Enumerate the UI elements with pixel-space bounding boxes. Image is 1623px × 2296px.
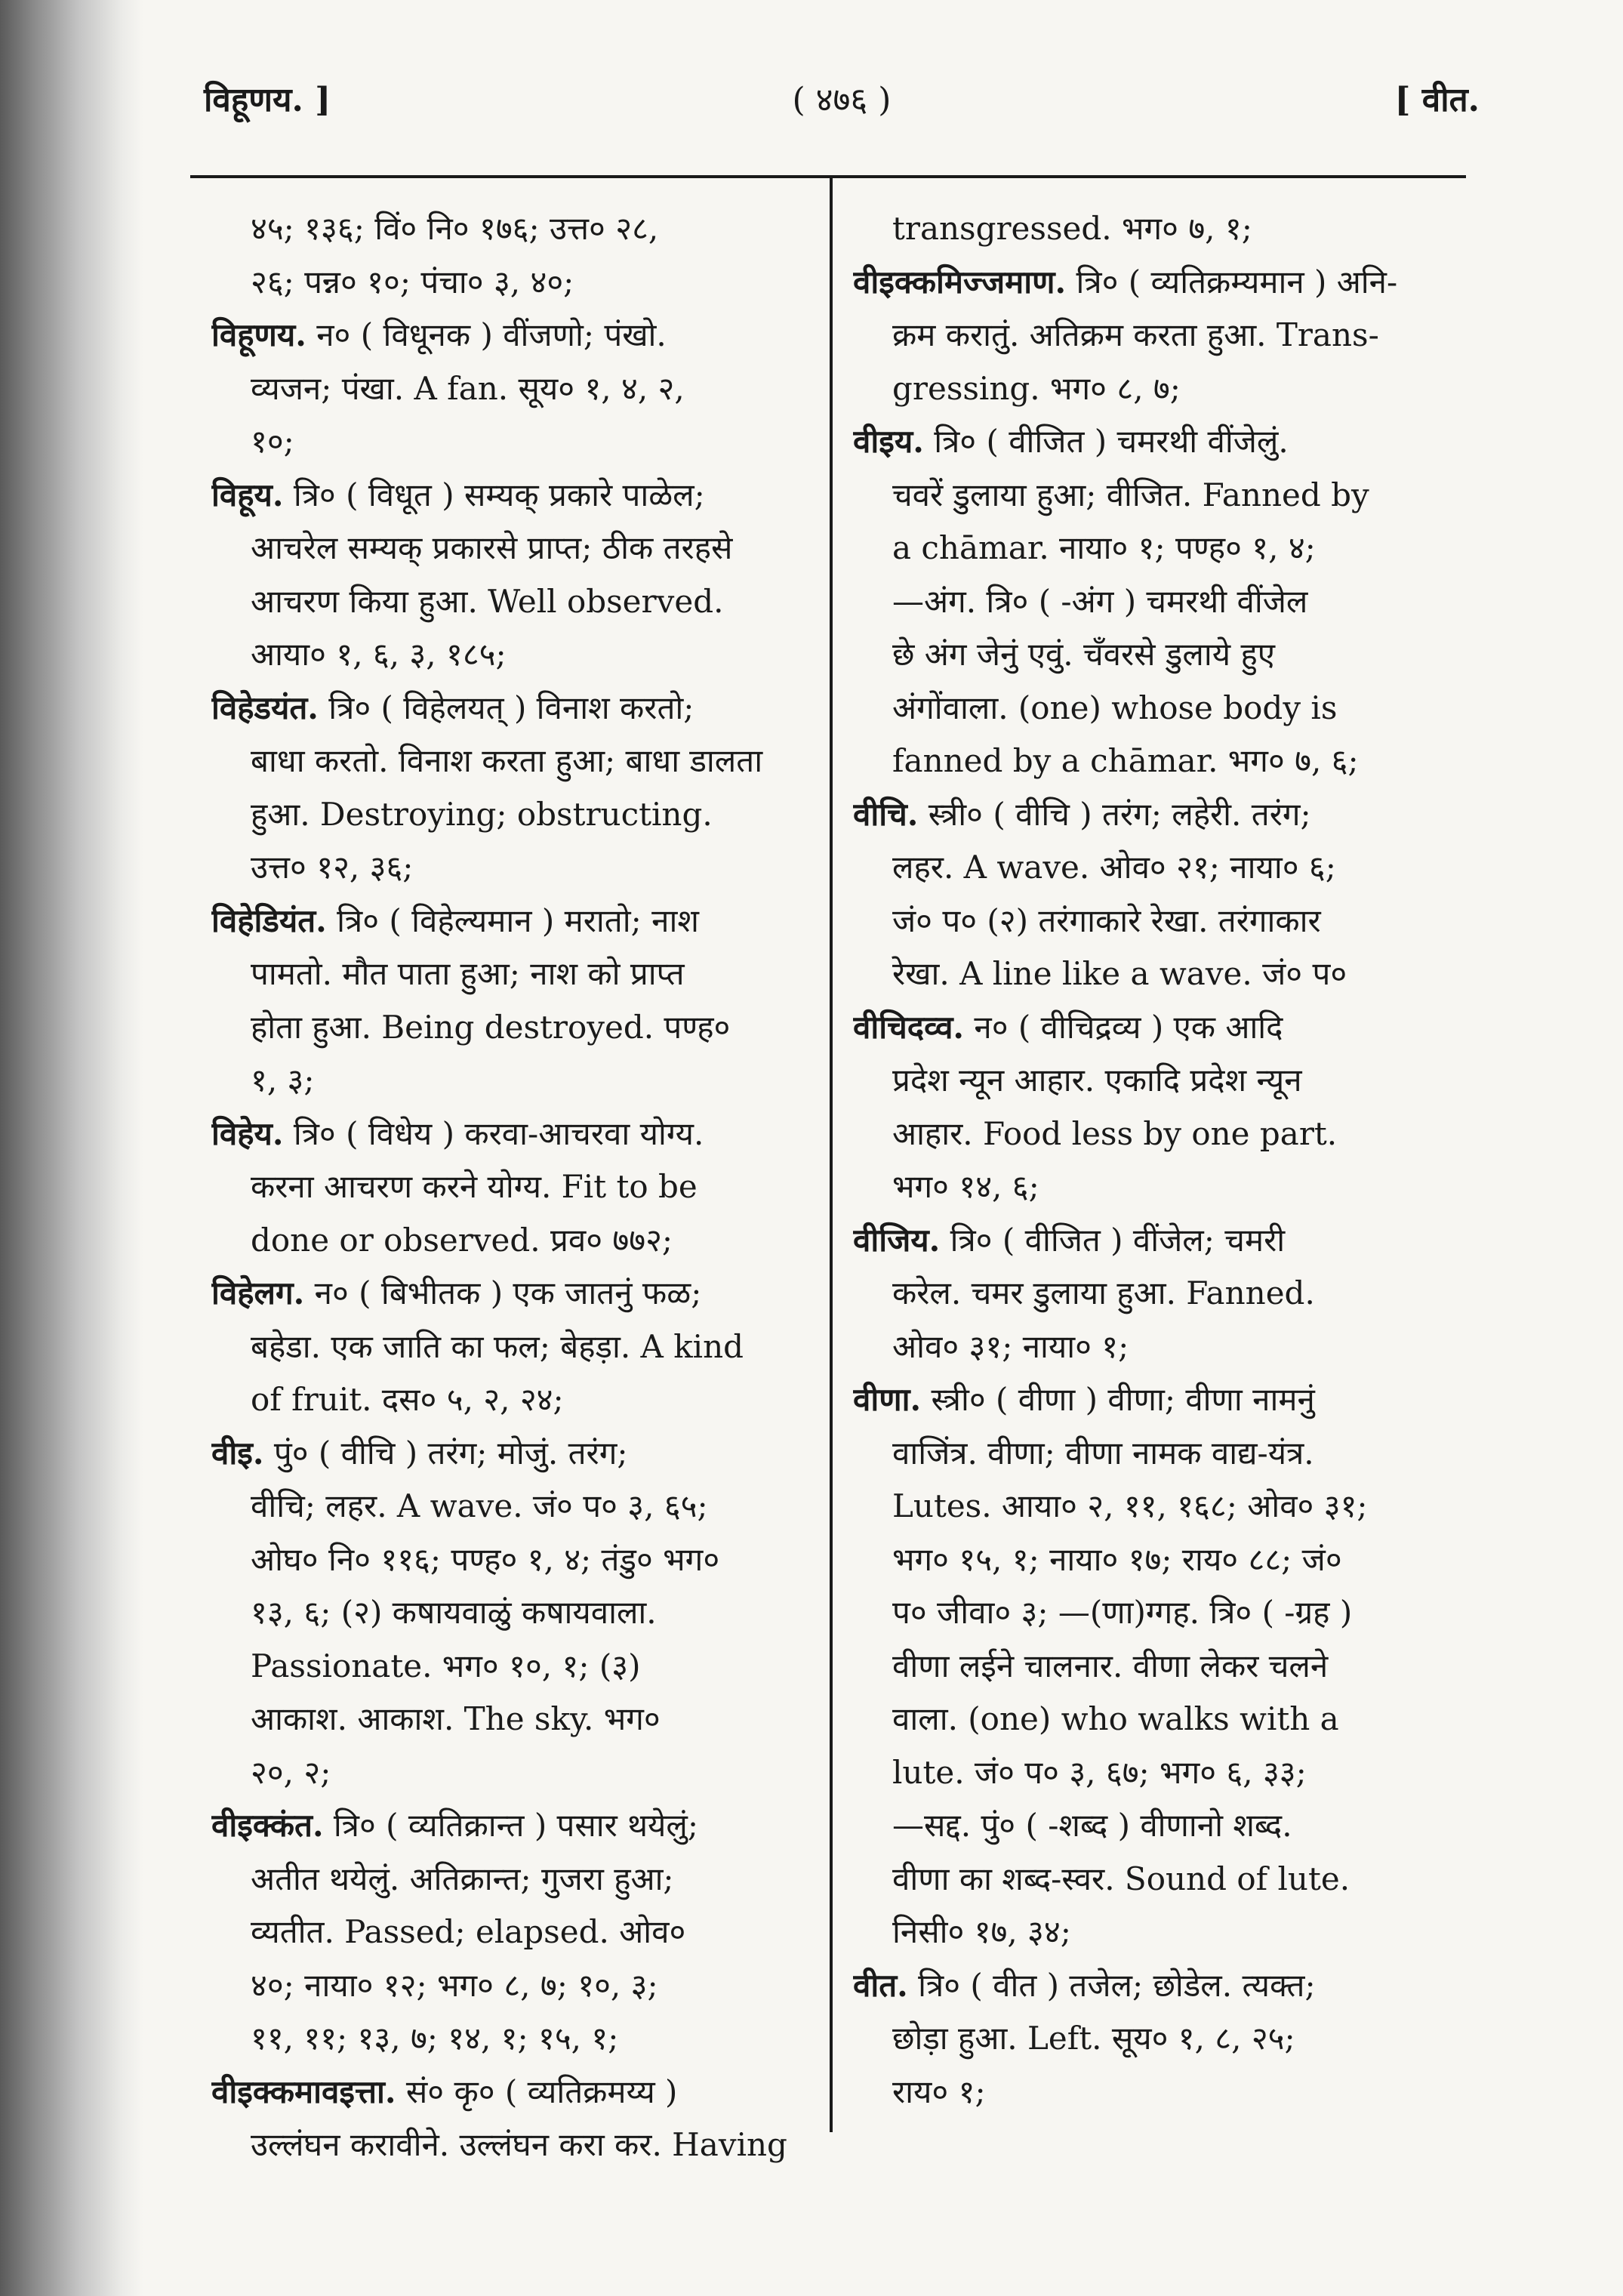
entry-text: उत्त० १२, ३६; <box>251 849 414 886</box>
entry-text: आहार. Food less by one part. <box>892 1114 1338 1152</box>
entry-text: अंगोंवाला. (one) whose body is <box>892 689 1338 726</box>
entry-text: त्रि० ( विहेल्यमान ) मरातो; नाश <box>337 901 699 939</box>
dictionary-entry <box>853 415 1457 788</box>
entry-text: fanned by a chāmar. भग० ७, ६; <box>892 742 1359 779</box>
entry-line <box>853 948 1457 1001</box>
entry-line <box>211 948 815 1001</box>
entry-line <box>853 735 1457 788</box>
entry-text: वीचि; लहर. A wave. जं० प० ३, ६५; <box>251 1487 708 1524</box>
dictionary-entry <box>211 202 815 309</box>
entry-headword: वीचिदव्व. <box>853 1008 965 1046</box>
entry-line <box>853 202 1457 256</box>
entry-line <box>853 1693 1457 1746</box>
entry-text: पामतो. मौत पाता हुआ; नाश को प्राप्त <box>251 955 685 992</box>
entry-text: राय० १; <box>892 2073 986 2110</box>
entry-line <box>211 1267 815 1321</box>
entry-line <box>853 415 1457 469</box>
entry-text: वाजिंत्र. वीणा; वीणा नामक वाद्य-यंत्र. <box>892 1434 1314 1472</box>
entry-line <box>853 682 1457 735</box>
entry-line <box>211 628 815 682</box>
entry-line <box>211 256 815 310</box>
entry-line <box>853 309 1457 362</box>
dictionary-entry <box>211 2066 815 2172</box>
entry-headword: विहूय. <box>211 476 284 513</box>
dictionary-entry <box>211 469 815 682</box>
entry-headword: वीइक्कंत. <box>211 1807 324 1844</box>
entry-line <box>853 1533 1457 1587</box>
entry-text: रेखा. A line like a wave. जं० प० <box>892 955 1347 992</box>
entry-line <box>853 1001 1457 1055</box>
dictionary-entry <box>853 202 1457 256</box>
entry-line <box>853 1054 1457 1108</box>
entry-line <box>211 1693 815 1746</box>
entry-text: व्यजन; पंखा. A fan. सूय० १, ४, २, <box>251 369 685 407</box>
entry-line <box>211 788 815 842</box>
entry-line <box>211 1533 815 1587</box>
entry-text: पुं० ( वीचि ) तरंग; मोजुं. तरंग; <box>273 1434 628 1472</box>
entry-text: छे अंग जेनुं एवुं. चँवरसे डुलाये हुए <box>892 636 1275 673</box>
entry-line <box>211 2012 815 2066</box>
dictionary-entry <box>853 1001 1457 1214</box>
entry-line <box>853 1799 1457 1853</box>
entry-text: बाधा करतो. विनाश करता हुआ; बाधा डालता <box>251 742 763 779</box>
entry-text: —सद्द. पुं० ( -शब्द ) वीणानो शब्द. <box>892 1807 1292 1844</box>
entry-line <box>853 362 1457 416</box>
entry-line <box>853 1480 1457 1533</box>
entry-text: वीणा लईने चालनार. वीणा लेकर चलने <box>892 1647 1329 1684</box>
entry-text: १३, ६; (२) कषायवाळुं कषायवाला. <box>251 1594 657 1631</box>
entry-text: छोड़ा हुआ. Left. सूय० १, ८, २५; <box>892 2020 1295 2057</box>
entry-line <box>853 1427 1457 1481</box>
entry-line <box>853 1959 1457 2013</box>
entry-text: बहेडा. एक जाति का फल; बेहड़ा. A kind <box>251 1327 744 1365</box>
entry-line <box>853 1373 1457 1427</box>
entry-line <box>211 682 815 735</box>
dictionary-entry <box>211 1427 815 1800</box>
entry-headword: वीणा. <box>853 1381 922 1418</box>
entry-line <box>211 469 815 522</box>
entry-headword: विहेडयंत. <box>211 689 319 726</box>
entry-text: lute. जं० प० ३, ६७; भग० ६, ३३; <box>892 1753 1307 1791</box>
entry-line <box>211 735 815 788</box>
entry-line <box>211 1746 815 1800</box>
entry-line <box>853 522 1457 575</box>
entry-line <box>853 895 1457 948</box>
entry-headword: विहेडियंत. <box>211 901 327 939</box>
entry-line <box>211 1427 815 1481</box>
entry-text: स्त्री० ( वीचि ) तरंग; लहेरी. तरंग; <box>928 795 1311 833</box>
entry-text: त्रि० ( विधूत ) सम्यक् प्रकारे पाळेल; <box>293 476 705 513</box>
column-divider <box>830 177 833 2132</box>
entry-line <box>853 469 1457 522</box>
dictionary-entry <box>211 1108 815 1268</box>
entry-text: सं० कृ० ( व्यतिक्रमय्य ) <box>405 2073 678 2110</box>
entry-line <box>211 1799 815 1853</box>
entry-text: करना आचरण करने योग्य. Fit to be <box>251 1168 698 1205</box>
header-left-guideword: विहूणय. ] <box>204 81 331 119</box>
entry-text: त्रि० ( व्यतिक्रम्यमान ) अनि- <box>1076 263 1398 300</box>
page-number: ( ४७६ ) <box>792 81 892 119</box>
entry-text: त्रि० ( विधेय ) करवा-आचरवा योग्य. <box>293 1114 704 1152</box>
entry-line <box>211 415 815 469</box>
entry-line <box>211 1001 815 1055</box>
entry-text: त्रि० ( विहेलयत् ) विनाश करतो; <box>328 689 694 726</box>
entry-line <box>853 2012 1457 2066</box>
entry-text: ४५; १३६; विं० नि० १७६; उत्त० २८, <box>251 210 659 247</box>
entry-text: done or observed. प्रव० ७७२; <box>251 1221 673 1259</box>
dictionary-entry <box>211 1799 815 2066</box>
entry-line <box>853 841 1457 895</box>
entry-line <box>211 841 815 895</box>
dictionary-entry <box>853 1959 1457 2119</box>
entry-line <box>853 1321 1457 1374</box>
entry-line <box>853 256 1457 310</box>
entry-text: प्रदेश न्यून आहार. एकादि प्रदेश न्यून <box>892 1062 1302 1099</box>
entry-line <box>211 2066 815 2119</box>
entry-line <box>211 1054 815 1108</box>
entry-text: वाला. (one) who walks with a <box>892 1700 1339 1737</box>
entry-line <box>853 1746 1457 1800</box>
entry-headword: वीइय. <box>853 423 924 460</box>
entry-headword: वीत. <box>853 1966 908 2004</box>
entry-headword: वीइ. <box>211 1434 264 1472</box>
entry-text: आचरेल सम्यक् प्रकारसे प्राप्त; ठीक तरहसे <box>251 529 733 566</box>
entry-text: वीणा का शब्द-स्वर. Sound of lute. <box>892 1860 1350 1897</box>
entry-line <box>211 1586 815 1640</box>
entry-line <box>853 1108 1457 1161</box>
entry-line <box>211 1640 815 1693</box>
entry-line <box>853 1853 1457 1906</box>
left-column <box>211 202 815 2172</box>
dictionary-entry <box>853 788 1457 1001</box>
entry-line <box>853 1586 1457 1640</box>
entry-line <box>853 2066 1457 2119</box>
entry-text: transgressed. भग० ७, १; <box>892 210 1252 247</box>
entry-text: भग० १५, १; नाया० १७; राय० ८८; जं० <box>892 1540 1342 1578</box>
entry-text: लहर. A wave. ओव० २१; नाया० ६; <box>892 849 1336 886</box>
entry-text: चवरें डुलाया हुआ; वीजित. Fanned by <box>892 476 1369 513</box>
entry-text: क्रम करातुं. अतिक्रम करता हुआ. Trans- <box>892 316 1379 353</box>
dictionary-entry <box>853 256 1457 416</box>
entry-text: जं० प० (२) तरंगाकारे रेखा. तरंगाकार <box>892 901 1321 939</box>
entry-line <box>211 1853 815 1906</box>
entry-headword: विहूणय. <box>211 316 306 353</box>
entry-text: Passionate. भग० १०, १; (३) <box>251 1647 641 1684</box>
entry-text: अतीत थयेलुं. अतिक्रान्त; गुजरा हुआ; <box>251 1860 674 1897</box>
entry-text: ११, ११; १३, ७; १४, १; १५, १; <box>251 2020 619 2057</box>
entry-line <box>211 1373 815 1427</box>
entry-text: १, ३; <box>251 1062 315 1099</box>
binding-shadow <box>0 0 143 2296</box>
header-right-guideword: [ वीत. <box>1394 81 1480 119</box>
entry-line <box>853 575 1457 629</box>
entry-line <box>211 1959 815 2013</box>
entry-line <box>211 1160 815 1214</box>
entry-headword: विहेय. <box>211 1114 284 1152</box>
entry-line <box>853 628 1457 682</box>
entry-text: gressing. भग० ८, ७; <box>892 369 1181 407</box>
entry-text: १०; <box>251 423 294 460</box>
entry-text: २६; पन्न० १०; पंचा० ३, ४०; <box>251 263 574 300</box>
dictionary-entry <box>211 309 815 469</box>
entry-text: निसी० १७, ३४; <box>892 1913 1071 1950</box>
entry-text: न० ( विधूनक ) वींजणो; पंखो. <box>316 316 667 353</box>
entry-line <box>211 362 815 416</box>
entry-headword: वीजिय. <box>853 1221 941 1259</box>
dictionary-entry <box>211 895 815 1108</box>
entry-text: आया० १, ६, ३, १८५; <box>251 636 507 673</box>
entry-text: त्रि० ( वीजित ) चमरथी वींजेलुं. <box>934 423 1289 460</box>
entry-line <box>211 202 815 256</box>
entry-line <box>211 1214 815 1268</box>
entry-line <box>211 895 815 948</box>
entry-text: —अंग. त्रि० ( -अंग ) चमरथी वींजेल <box>892 582 1308 620</box>
entry-line <box>853 1160 1457 1214</box>
entry-text: a chāmar. नाया० १; पण्ह० १, ४; <box>892 529 1316 566</box>
entry-line <box>211 1480 815 1533</box>
entry-text: ओव० ३१; नाया० १; <box>892 1327 1129 1365</box>
entry-text: Lutes. आया० २, ११, १६८; ओव० ३१; <box>892 1487 1368 1524</box>
entry-text: भग० १४, ६; <box>892 1168 1039 1205</box>
entry-line <box>211 1321 815 1374</box>
dictionary-entry <box>211 682 815 895</box>
dictionary-entry <box>211 1267 815 1427</box>
entry-text: उल्लंघन करावीने. उल्लंघन करा कर. Having <box>251 2126 787 2163</box>
entry-text: त्रि० ( वीत ) तजेल; छोडेल. त्यक्त; <box>918 1966 1316 2004</box>
entry-text: ४०; नाया० १२; भग० ८, ७; १०, ३; <box>251 1966 658 2004</box>
entry-line <box>211 1108 815 1161</box>
entry-text: व्यतीत. Passed; elapsed. ओव० <box>251 1913 686 1950</box>
header-rule <box>190 175 1466 178</box>
dictionary-entry <box>853 1214 1457 1374</box>
entry-text: करेल. चमर डुलाया हुआ. Fanned. <box>892 1274 1315 1311</box>
entry-line <box>853 1640 1457 1693</box>
entry-headword: वीइक्कमावइत्ता. <box>211 2073 396 2110</box>
entry-line <box>211 2119 815 2172</box>
entry-text: स्त्री० ( वीणा ) वीणा; वीणा नामनुं <box>931 1381 1315 1418</box>
entry-line <box>211 575 815 629</box>
entry-text: ओघ० नि० ११६; पण्ह० १, ४; तंडु० भग० <box>251 1540 720 1578</box>
entry-line <box>211 309 815 362</box>
entry-text: हुआ. Destroying; obstructing. <box>251 795 713 833</box>
entry-line <box>853 1906 1457 1959</box>
entry-line <box>853 1214 1457 1268</box>
entry-line <box>853 1267 1457 1321</box>
entry-line <box>211 1906 815 1959</box>
entry-line <box>853 788 1457 842</box>
entry-text: आकाश. आकाश. The sky. भग० <box>251 1700 661 1737</box>
dictionary-entry <box>853 1373 1457 1959</box>
entry-text: त्रि० ( व्यतिक्रान्त ) पसार थयेलुं; <box>333 1807 699 1844</box>
right-column <box>853 202 1457 2119</box>
entry-text: त्रि० ( वीजित ) वींजेल; चमरी <box>950 1221 1286 1259</box>
entry-text: न० ( बिभीतक ) एक जातनुं फळ; <box>314 1274 702 1311</box>
page-header <box>204 76 1480 136</box>
entry-text: होता हुआ. Being destroyed. पण्ह० <box>251 1008 731 1046</box>
entry-line <box>211 522 815 575</box>
entry-text: आचरण किया हुआ. Well observed. <box>251 582 724 620</box>
entry-text: of fruit. दस० ५, २, २४; <box>251 1381 564 1418</box>
entry-text: न० ( वीचिद्रव्य ) एक आदि <box>974 1008 1283 1046</box>
entry-headword: वीइक्कमिज्जमाण. <box>853 263 1067 300</box>
entry-headword: वीचि. <box>853 795 919 833</box>
entry-text: प० जीवा० ३; —(णा)ग्गह. त्रि० ( -ग्रह ) <box>892 1594 1353 1631</box>
entry-headword: विहेलग. <box>211 1274 305 1311</box>
entry-text: २०, २; <box>251 1753 331 1791</box>
